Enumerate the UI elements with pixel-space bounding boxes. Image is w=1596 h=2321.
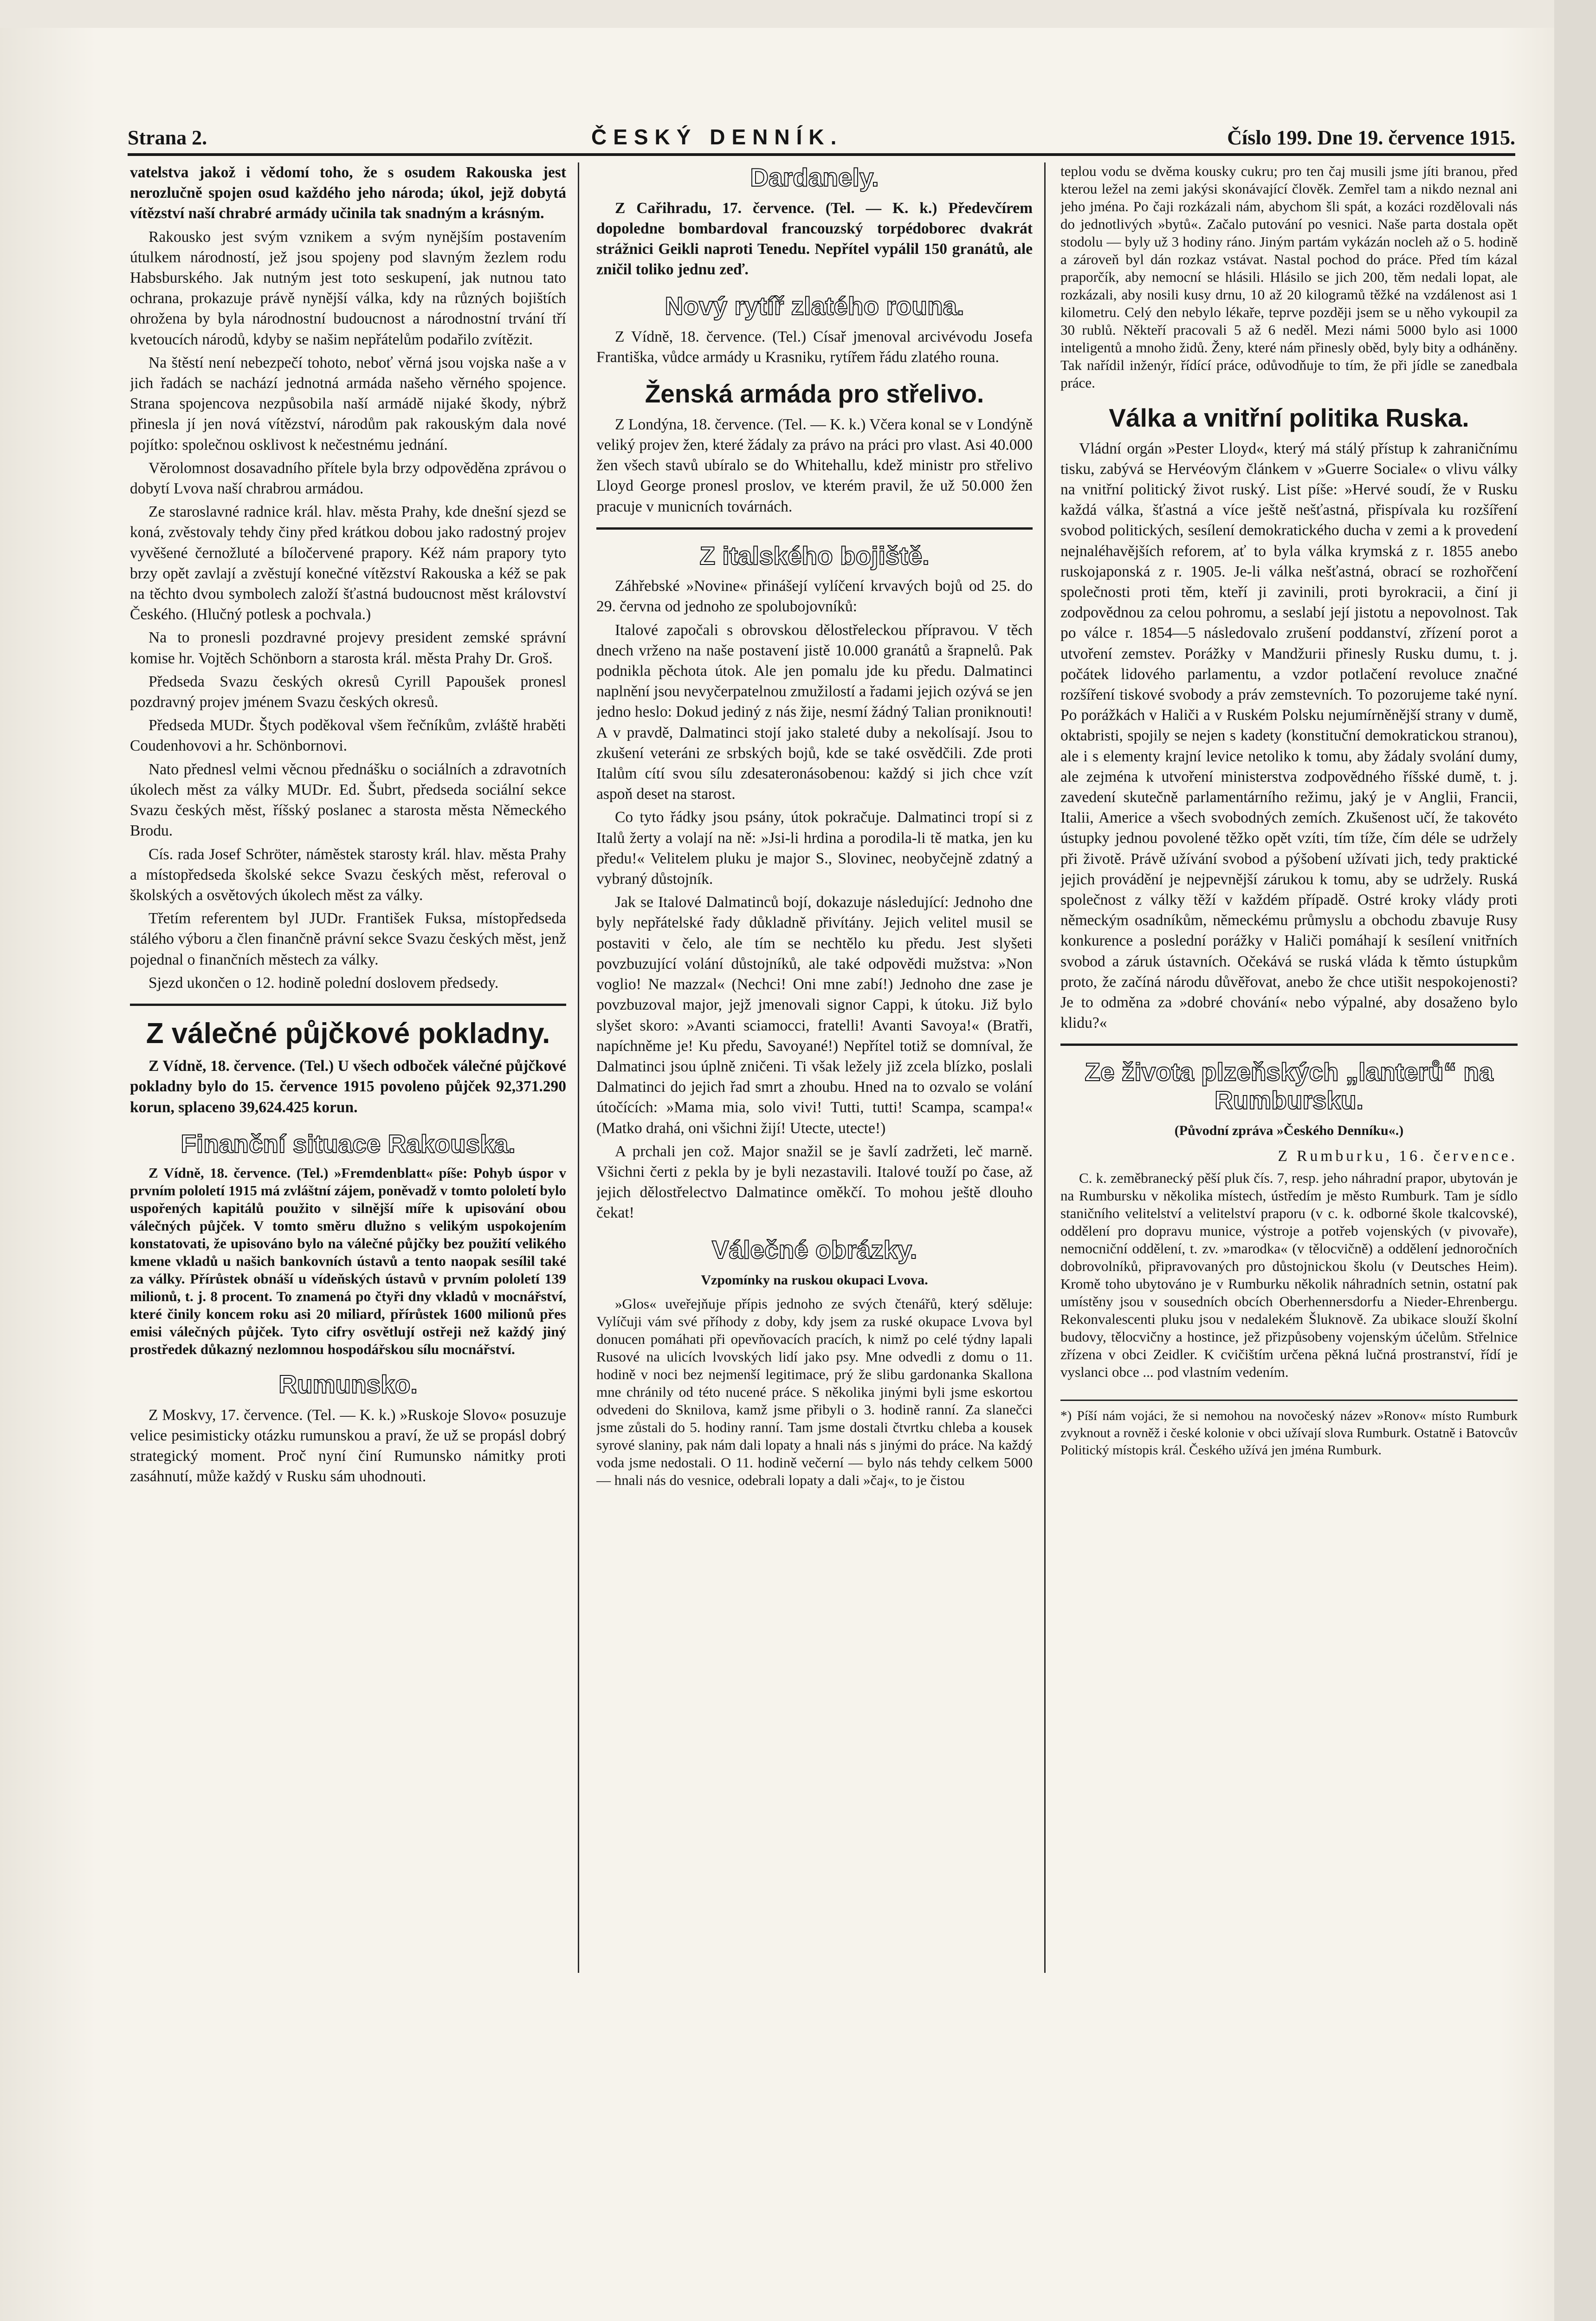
scan-edge-right [1554, 0, 1596, 2321]
headline-golden-fleece: Nový rytíř zlatého rouna. [665, 292, 964, 321]
article-paragraph: A prchali jen což. Major snažil se je šavlí zadržeti, leč marně. Všichni čerti z pekla by je byli nezastavili. Italové touží po čase, až jejich dělostřelectvo Dalmatince oměkčí. To mohou ještě dlouho čekat! [596, 1142, 1033, 1222]
dateline: Z Rumburku, 16. července. [1278, 1147, 1518, 1165]
section-divider [1060, 1044, 1518, 1046]
section-divider [596, 527, 1033, 530]
article-paragraph: Třetím referentem byl JUDr. František Fuksa, místopředseda stálého výboru a člen finančně právní sekce Svazu českých měst, jenž pojednal o finančních městech za války. [130, 910, 566, 968]
article-paragraph: Věrolomnost dosavadního přítele byla brzy odpověděna zprávou o dobytí Lvova naší chrabrou armádou. [130, 459, 566, 498]
subheadline: Vzpomínky na ruskou okupaci Lvova. [701, 1272, 928, 1288]
column-1 [130, 162, 566, 2321]
article-paragraph: Z Vídně, 18. července. (Tel.) U všech odboček válečné půjčkové pokladny bylo do 15. července 1915 povoleno půjček 92,371.290 korun, splaceno 39,624.425 korun. [130, 1057, 566, 1116]
article-paragraph: Z Vídně, 18. července. (Tel.) »Fremdenblatt« píše: Pohyb úspor v prvním pololetí 1915 má zvláštní zájem, poněvadž v tomto pololetí bylo uspořených kapitálů použito v silnější míře k upisování obou válečných půjček. V tomto směru dlužno s velikým uspokojením konstatovati, že upisováno bylo na válečné půjčky bez použití velikého kmene vkladů u našich bankovních ústavů a tento naopak sesílil také za války. Přírůstek obnáší u vídeňských ústavů v prvním pololetí 139 milionů, t. j. 8 procent. To znamená po čtyři dny vkladů v mocnářství, které činily koncem roku asi 20 miliard, přírůstek 1600 milionů přes emisi válečných půjček. Tyto cifry osvětlují ostřeji než každý jiný prostředek důkazný nezlomnou hospodářskou sílu mocnářství. [130, 1165, 566, 1358]
masthead [128, 122, 1515, 156]
article-paragraph: Italové započali s obrovskou dělostřeleckou přípravou. V těch dnech vrženo na naše postavení jistě 10.000 granátů a šrapnelů. Pak podnikla pěchota útok. Ale jen pomalu jde ku předu. Dalmatinci naplnění jsou nevyčerpatelnou zmužilostí a řadami jejich ozývá se jen jedno heslo: Dokud jediný z nás žije, nesmí žádný Talian proniknouti! A v pravdě, Dalmatinci stojí jako staleté duby a nekolísají. Jsou to zkušení veteráni ze srbských bojů, kde se také osvědčili. Zde proti Italům cítí svou sílu zdesateronásobenou: každý si jich chce vzít aspoň deset na starost. [596, 621, 1033, 803]
headline-russia-politics: Válka a vnitřní politika Ruska. [1109, 403, 1469, 432]
article-paragraph: Rakousko jest svým vznikem a svým nynějším postavením útulkem národností, jež jsou spojeny pod slavným žezlem rodu Habsburského. Jak nutným jest toto seskupení, jak nutnou tato ochrana, prokazuje právě nynější válka, kdy na různých bojištích ohrožena by byla národnostní budoucnost a národnostní trvání tří kvetoucích národů, kdyby se našim nepřátelům podařilo zvítězit. [130, 228, 566, 348]
headline-finance: Finanční situace Rakouska. [181, 1129, 516, 1158]
column-2 [596, 162, 1033, 2321]
headline-women-army: Ženská armáda pro střelivo. [645, 379, 984, 408]
newspaper-title: ČESKÝ DENNÍK. [591, 125, 843, 149]
article-paragraph: Z Londýna, 18. července. (Tel. — K. k.) Včera konal se v Londýně veliký projev žen, které žádaly za právo na práci pro vlast. Asi 40.000 žen všech stavů ubíralo se do Whitehallu, kdež ministr pro střelivo Lloyd George pronesl proslov, ve kterém pravil, že už 50.000 žen pracuje v municních továrnách. [596, 415, 1033, 515]
column-rule-2 [1044, 162, 1046, 1973]
article-paragraph: vatelstva jakož i vědomí toho, že s osudem Rakouska jest nerozlučně spojen osud každého jeho národa; úkol, jejž dobytá vítězství naší chrabré armády učinila tak snadným a krásným. [130, 164, 566, 222]
column-rule-1 [578, 162, 579, 1973]
issue-date: Číslo 199. Dne 19. července 1915. [1227, 126, 1515, 149]
article-paragraph: Z Moskvy, 17. července. (Tel. — K. k.) »Ruskoje Slovo« posuzuje velice pesimisticky otázku rumunskou a praví, že už se propásl dobrý strategický moment. Proč nyní činí Rumunsko námitky proti zasáhnutí, může každý v Rusku sám uhodnouti. [130, 1406, 566, 1485]
column-3 [1060, 162, 1518, 2321]
article-paragraph: Předseda Svazu českých okresů Cyrill Papoušek pronesl pozdravný projev jménem Svazu českých okresů. [130, 673, 566, 711]
article-paragraph: Z Vídně, 18. července. (Tel.) Císař jmenoval arcivévodu Josefa Františka, vůdce armády u Krasniku, rytířem řádu zlatého rouna. [596, 328, 1033, 366]
article-paragraph: Z Cařihradu, 17. července. (Tel. — K. k.) Předevčírem dopoledne bombardoval francouzský torpédoborec dvakrát strážnici Geikli naproti Tenedu. Nepřítel vypálil 150 granátů, ale zničil toliko jednu zeď. [596, 199, 1033, 279]
article-paragraph: Vládní orgán »Pester Lloyd«, který má stálý přístup k zahraničnímu tisku, zabývá se Hervéovým článkem v »Guerre Sociale« o vlivu války na vnitřní politický život ruský. List píše: »Hervé soudí, že v Rusku každá válka, šťastná a více ještě nešťastná, přispívala ku rozšíření svobod politických, sesílení demokratického ducha v zemi a k provedení nejnaléhavějších reforem, ať to byla válka krymská z r. 1855 anebo ruskojaponská z r. 1905. Je-li válka nešťastná, obrací se rozhořčení společnosti proti těm, kteří ji zavinili, proti byrokracii, a činí ji zodpovědnou za celou pohromu, a seslabí její jistotu a nepovolnost. Tak po válce r. 1854—5 následovalo zrušení poddanství, zřízení porot a utvoření zemstev. Porážky v Mandžurii přinesly Rusku dumu, t. j. počátek lidového parlamentu, a vzdor potlačení revoluce značné rozšíření tiskové svobody a práv zemstevních. To pozorujeme také nyní. Po porážkách v Haliči a v Ruském Polsku nejumírněnější strany v dumě, oktabristi, spojily se nejen s kadety (konstituční demokratickou stranou), ale i s elementy krajní levice netoliko k tomu, aby žádaly svolání dumy, ale zejména k utvoření ministerstva zodpovědného říšské dumě, t. j. zavedení skutečně parlamentárního režimu, jaký je v Anglii, Francii, Italii, Americe a všech svobodných zemích. Zkušenost učí, že takovéto ústupky jednou povolené těžko opět vzíti, tím tíže, čím déle se udržely při životě. Právě užívání svobod a pýšobení užívati jich, tedy praktické jejich provádění je nejpevnější zárukou k tomu, aby se udržely. Ruská společnost z války těží v každém případě. Ostré kroky vlády proti německým osadníkům, německému průmyslu a obchodu zbavuje Rusy konkurence a poslední porážky v Haliči pomáhají k sesílení vnitřních svobod a záruk ústavních. Očekává se ruská vláda k těmto ústupkům proto, že začíná národu důvěřovat, anebo že chce utišit nespokojenosti? Je to odměna za »dobré chování« nebo výpalné, aby dosaženo bylo klidu?« [1060, 440, 1518, 1032]
section-divider [130, 1004, 566, 1006]
article-paragraph: Ze staroslavné radnice král. hlav. města Prahy, kde dnešní sjezd se koná, zvěstovaly tehdy činy před krátkou dobou jako radostný projev vyvěšené černožluté a bíločervené prapory. Kéž nám prapory tyto brzy opět zavlají a zvěstují konečné vítězství Rakouska a kéž se pak na těchto dvou symbolech založí šťastná budoucnost měst království Českého. (Hlučný potlesk a pochvala.) [130, 503, 566, 623]
article-paragraph: Sjezd ukončen o 12. hodině polední doslovem předsedy. [149, 974, 499, 992]
scan-edge-top [0, 0, 1596, 28]
article-paragraph: Cís. rada Josef Schröter, náměstek starosty král. hlav. města Prahy a místopředseda školské sekce Svazu českých měst, referoval o školských a osvětových úkolech měst za války. [130, 845, 566, 904]
headline-italian-front: Z italského bojiště. [699, 541, 930, 570]
article-paragraph: teplou vodu se dvěma kousky cukru; pro ten čaj musili jsme jíti branou, před kterou ležel na zemi jakýsi skonávající člověk. Zemřel tam a nikdo neznal ani jeho jména. Po čaji rozkázali nám, abychom šli spát, a kozáci rozdělovali nás do jednotlivých »bytů«. Začalo putování po vesnici. Naše parta dostala opět stodolu — byly už 3 hodiny ráno. Jiným partám vykázán nocleh až o 5. hodině a zároveň byl dán rozkaz vstávat. Nastal pochod do práce. Před tím kázal praporčík, aby nemocní se hlásili. Hlásilo se jich 200, těm nedali lopat, ale rozkázali, aby nosili kusy drnu, 10 až 20 kilogramů těžké na vzdálenost asi 1 kilometru. Celý den nebylo lékaře, teprve později jsem se u něho vykoupil za 30 rublů. Někteří pracovali 5 až 6 neděl. Mezi námi 5000 bylo asi 1000 inteligentů a mnoho židů. Ženy, které nám přinesly oběd, byly bity a odháněny. Tak nařídil inženýr, řídící práce, odůvodňuje to tím, že při jídle se zanedbala práce. [1060, 163, 1518, 391]
headline-plzen-rumburk: Ze života plzeňských „lanterů“ na Rumbursku. [1085, 1057, 1493, 1115]
article-paragraph: Záhřebské »Novine« přinášejí vylíčení krvavých bojů od 25. do 29. června od jednoho ze spolubojovníků: [596, 577, 1033, 616]
article-paragraph: »Glos« uveřejňuje přípis jednoho ze svých čtenářů, který sděluje: Vylíčuji vám své příhody z doby, kdy jsem za ruské okupace Lvova byl donucen pomáhati při opevňovacích pracích, k nimž po celé týdny lapali Rusové na ulicích lvovských lidí jako psy. Mne odvedli z domu o 11. hodině v noci bez nejmenší legitimace, prý že slibu gardonanka Skallona mne chránily od této nucené práce. S několika jinými byli jsme eskortou odvedeni do Sknilova, kamž jsme přibyli o 3. hodině ranní. Za slanečci jsme zůstali do 5. hodiny ranní. Tam jsme dostali čtvrtku chleba a kousek syrové slaniny, pak nám dali lopaty a hnali nás s jinými do práce. Na každý voda jsme nedostali. O 11. hodině večerní — bylo nás tehdy celkem 5000 — hnali nás do vesnice, odebrali lopaty a dali »čaj«, to je čistou [596, 1296, 1033, 1489]
headline-war-pictures: Válečné obrázky. [711, 1235, 918, 1264]
article-paragraph: Nato přednesl velmi věcnou přednášku o sociálních a zdravotních úkolech měst za války MUDr. Ed. Šubrt, předseda sociální sekce Svazu českých měst, říšský poslanec a starosta města Německého Brodu. [130, 760, 566, 840]
headline-war-loan: Z válečné půjčkové pokladny. [146, 1017, 550, 1050]
subheadline: (Původní zpráva »Českého Denníku«.) [1174, 1123, 1404, 1139]
article-paragraph: Na to pronesli pozdravné projevy president zemské správní komise hr. Vojtěch Schönborn a starosta král. města Prahy Dr. Groš. [130, 629, 566, 667]
article-paragraph: C. k. zeměbranecký pěší pluk čís. 7, resp. jeho náhradní prapor, ubytován je na Rumbursku v několika místech, ústředím je město Rumburk. Tam je sídlo staničního velitelství a velitelství praporu (v c. k. odborné škole tkalcovské), oddělení pro dopravu munice, výstroje a potřeb vojenských (v pivovaře), nemocniční oddělení, t. zv. »marodka« (v tělocvičně) a oddělení jednoročních dobrovolníků, připravovaných pro důstojnickou školu (v Deutsches Heim). Kromě toho ubytováno je v Rumburku několik náhradních setnin, ostatní pak umístěny jsou v sousedních obcích Oberhennersdorfu a Nieder-Ehrenbergu. Rekonvalescenti pluku jsou v nedalekém Šluknově. Za ubikace slouží školní budovy, tělocvičny a hostince, jež přizpůsobeny vojenským účelům. Střelnice zřízena v obci Zeidler. K cvičištím určena pěkná lučná prostranství, řídí je vyslanci obce ... pod vlastním vedením. [1060, 1169, 1518, 1380]
page-number: Strana 2. [128, 126, 207, 149]
article-paragraph: Jak se Italové Dalmatinců bojí, dokazuje následující: Jednoho dne byly nepřátelské řady důkladně přivítány. Jejich velitel musil se postaviti v čelo, ale tím se nechtělo ku předu. Jest slyšeti povzbuzující volání důstojníků, ale také odpovědi mužstva: »Non voglio! Ne mazzal« (Nechci! Oni mne zabí!) Jednoho dne zase je povzbuzoval major, jejž jmenovali signor Cappi, k útoku. Již bylo slyšet skoro: »Avanti sciamocci, fratelli! Avanti Savoya!« (Bratři, napíchněme je! Ku předu, Savoyané!) Nepřítel totiž se domníval, že Dalmatinci jsou úplně zničeni. Ti však ležely již zcela blízko, poslali Dalmatinci do jejich řad smrt a zhoubu. Hned na to ozvalo se volání útočících: »Mama mia, solo vivi! Tutti, tutti! Scampa, scampa!« (Matko drahá, oni všichni žijí! Utecte, utecte!) [596, 894, 1033, 1137]
article-paragraph: Předseda MUDr. Štych poděkoval všem řečníkům, zvláště hraběti Coudenhovovi a hr. Schönbornovi. [130, 717, 566, 755]
article-paragraph: Na štěstí není nebezpečí tohoto, neboť věrná jsou vojska naše a v jich řadách se nachází jednotná armáda našeho věrného spojence. Strana spojencova nezpůsobila naší armádě nijaké škody, nýbrž přinesla jí jen nová vítězství, národům pak rakouským dala nové pojítko: společnou osklivost k nečestnému jednání. [130, 354, 566, 454]
article-paragraph: Co tyto řádky jsou psány, útok pokračuje. Dalmatinci tropí si z Italů žerty a volají na ně: »Jsi-li hrdina a porodila-li tě matka, jen ku předu!« Velitelem pluku je major S., Slovinec, neobyčejně zdatný a vybraný důstojník. [596, 809, 1033, 888]
footnote: *) Píší nám vojáci, že si nemohou na novočeský název »Ronov« místo Rumburk zvyknout a rovněž i české kolonie v obci užívají slova Rumburk. Ostatně i Batovcův Politický místopis král. Českého užívá jen jména Rumburk. [1060, 1400, 1518, 1459]
headline-dardanelles: Dardanely. [750, 163, 879, 192]
headline-romania: Rumunsko. [278, 1370, 418, 1399]
